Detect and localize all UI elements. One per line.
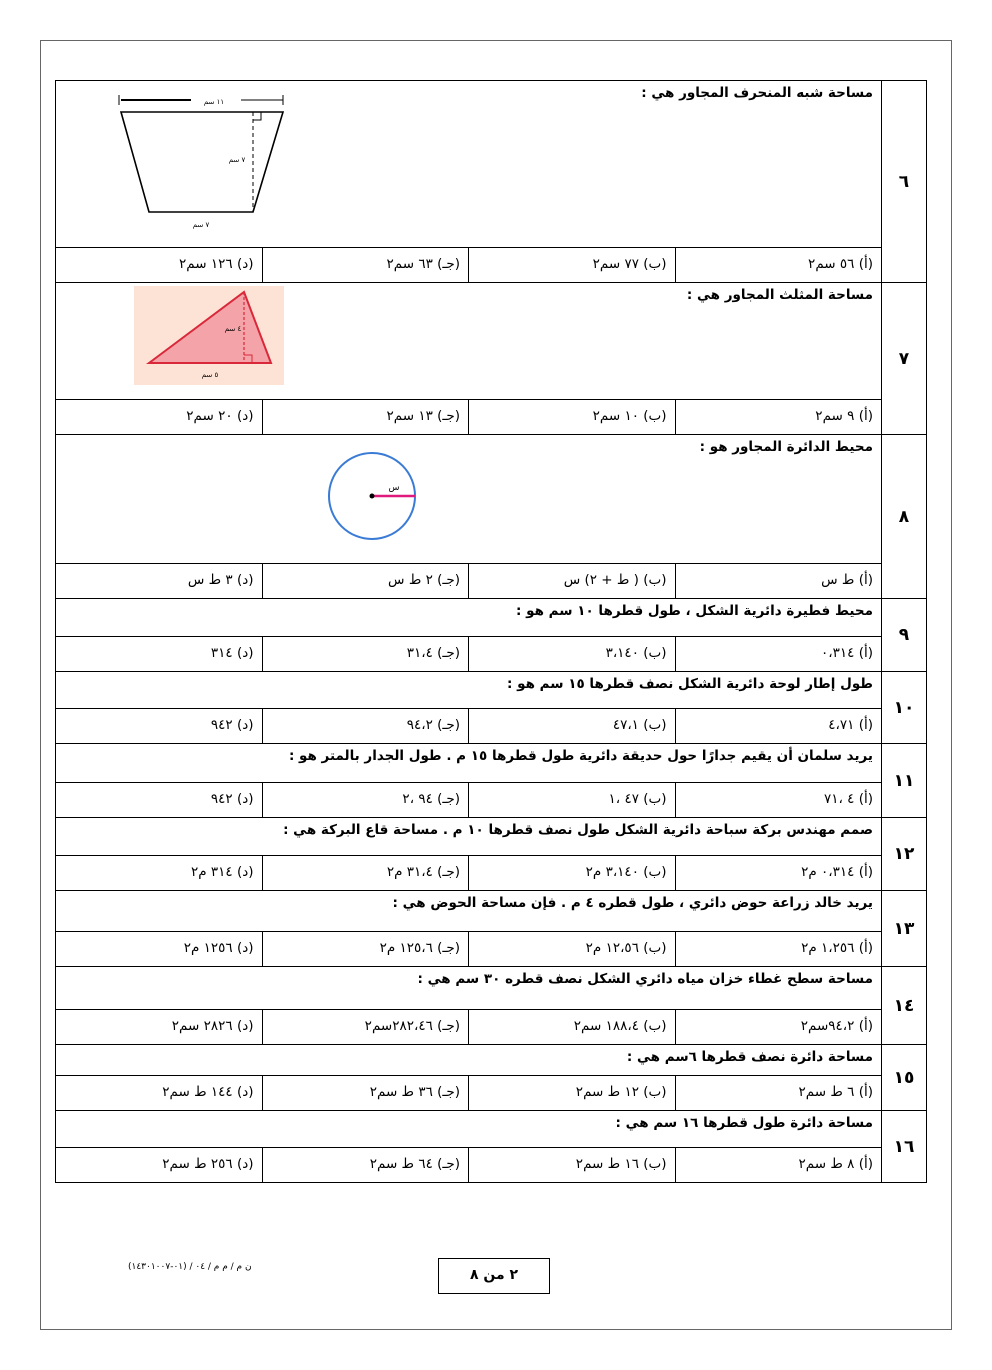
options-cell [56,709,882,744]
option-d[interactable]: (د) ٢٥٦ ط سم٢ [162,1156,254,1172]
trapezoid-figure [111,89,291,239]
option-c[interactable]: (جـ) ٦٤ ط سم٢ [262,1148,469,1182]
option-b[interactable]: (ب) ٣،١٤٠ [468,637,675,671]
option-d[interactable]: (د) ١٤٤ ط سم٢ [162,1084,254,1100]
question-number: ١١ [882,744,927,818]
option-d[interactable]: (د) ٣ ط س [187,572,254,588]
bottom-length-label: ٧ سم [192,221,210,229]
option-b[interactable]: (ب) ٤٧،١ [468,709,675,743]
question-number: ١٢ [882,818,927,891]
options-cell [56,248,882,283]
option-a[interactable]: (أ) ٠،٣١٤ [675,637,882,671]
option-a[interactable]: (أ) ٩٤،٢سم٢ [675,1010,882,1044]
option-b[interactable]: (ب) ١٦ ط سم٢ [468,1148,675,1182]
radius-label: س [388,483,400,493]
question-text: مساحة سطح غطاء خزان مياه دائري الشكل نصف قطره ٣٠ سم هي : [417,971,873,987]
question-number: ٨ [882,435,927,599]
option-a[interactable]: (أ) ١،٢٥٦ م٢ [675,932,882,966]
height-label: ٧ سم [228,156,246,164]
options-cell [56,400,882,435]
options-cell [56,1076,882,1111]
option-b[interactable]: (ب) ٣،١٤٠ م٢ [468,856,675,890]
option-a[interactable]: (أ) ٠،٣١٤ م٢ [675,856,882,890]
question-cell [56,672,882,709]
options-cell [56,1148,882,1183]
question-cell [56,599,882,637]
option-c[interactable]: (جـ) ٣١،٤ م٢ [262,856,469,890]
option-a[interactable]: (أ) ٩ سم٢ [675,400,882,434]
option-b[interactable]: (ب) ١٨٨،٤ سم٢ [468,1010,675,1044]
question-number: ٦ [882,81,927,283]
option-b[interactable]: (ب) ٤٧ ،١ [468,783,675,817]
questions-table [55,80,927,1183]
question-text: يريد سلمان أن يقيم جدارًا حول حديقة دائرية طول قطرها ١٥ م . طول الجدار بالمتر هو : [288,748,873,764]
question-cell [56,744,882,783]
option-d[interactable]: (د) ٩٤٢ [210,791,254,807]
option-b[interactable]: (ب) ١٢ ط سم٢ [468,1076,675,1110]
question-cell [56,967,882,1010]
options-cell [56,783,882,818]
question-number: ١٦ [882,1111,927,1183]
question-text: طول إطار لوحة دائرية الشكل نصف قطرها ١٥ سم هو : [507,676,873,692]
question-cell [56,81,882,248]
option-a[interactable]: (أ) ط س [675,564,882,598]
question-cell [56,435,882,564]
question-number: ١٣ [882,891,927,967]
question-number: ٩ [882,599,927,672]
option-c[interactable]: (جـ) ٦٣ سم٢ [262,248,469,282]
options-cell [56,856,882,891]
question-number: ١٤ [882,967,927,1045]
options-cell [56,564,882,599]
option-d[interactable]: (د) ٢٠ سم٢ [186,408,254,424]
question-text: مساحة دائرة نصف قطرها ٦سم هي : [626,1049,873,1065]
option-c[interactable]: (جـ) ٣١،٤ [262,637,469,671]
question-cell [56,891,882,932]
triangle-figure [134,286,284,385]
option-c[interactable]: (جـ) ٢ ط س [262,564,469,598]
base-label: ٥ سم [201,371,219,379]
question-cell [56,283,882,400]
option-a[interactable]: (أ) ٨ ط سم٢ [675,1148,882,1182]
options-cell [56,1010,882,1045]
option-c[interactable]: (جـ) ٢٨٢،٤٦سم٢ [262,1010,469,1044]
option-b[interactable]: (ب) ٧٧ سم٢ [468,248,675,282]
option-c[interactable]: (جـ) ١٣ سم٢ [262,400,469,434]
question-cell [56,818,882,856]
page-number: ٢ من ٨ [438,1258,550,1294]
question-text: يريد خالد زراعة حوض دائري ، طول قطره ٤ م . فإن مساحة الحوض هي : [392,895,873,911]
question-cell [56,1111,882,1148]
question-text: محيط الدائرة المجاور هو : [699,439,873,455]
question-number: ١٥ [882,1045,927,1111]
top-length-label: ١١ سم [203,98,225,106]
question-text: صمم مهندس بركة سباحة دائرية الشكل طول نصف قطرها ١٠ م . مساحة قاع البركة هي : [283,822,873,838]
option-d[interactable]: (د) ١٢٥٦ م٢ [183,940,254,956]
option-c[interactable]: (جـ) ٩٤،٢ [262,709,469,743]
question-number: ١٠ [882,672,927,744]
option-d[interactable]: (د) ٣١٤ [210,645,254,661]
option-a[interactable]: (أ) ٤ ،٧١ [675,783,882,817]
question-text: محيط فطيرة دائرية الشكل ، طول قطرها ١٠ سم هو : [516,603,873,619]
circle-figure [324,451,420,547]
option-b[interactable]: (ب) ١٢،٥٦ م٢ [468,932,675,966]
option-d[interactable]: (د) ٩٤٢ [210,717,254,733]
option-b[interactable]: (ب) ١٠ سم٢ [468,400,675,434]
options-cell [56,637,882,672]
height-label: ٤ سم [224,325,242,333]
option-a[interactable]: (أ) ٥٦ سم٢ [675,248,882,282]
option-c[interactable]: (جـ) ٩٤ ،٢ [262,783,469,817]
option-a[interactable]: (أ) ٤،٧١ [675,709,882,743]
option-c[interactable]: (جـ) ٣٦ ط سم٢ [262,1076,469,1110]
question-text: مساحة المثلث المجاور هي : [686,287,873,303]
option-a[interactable]: (أ) ٦ ط سم٢ [675,1076,882,1110]
option-d[interactable]: (د) ٢٨٢٦ سم٢ [171,1018,254,1034]
options-cell [56,932,882,967]
question-text: مساحة شبه المنحرف المجاور هي : [641,85,873,101]
question-cell [56,1045,882,1076]
option-c[interactable]: (جـ) ١٢٥،٦ م٢ [262,932,469,966]
question-text: مساحة دائرة طول قطرها ١٦ سم هي : [615,1115,873,1131]
option-d[interactable]: (د) ٣١٤ م٢ [190,864,254,880]
question-number: ٧ [882,283,927,435]
option-d[interactable]: (د) ١٢٦ سم٢ [179,256,254,272]
document-code: ن م / م م / ٠٤ / (٠١-١٤٣٠١٠٠٧) [128,1262,252,1272]
option-b[interactable]: (ب) ( ط + ٢) س [468,564,675,598]
